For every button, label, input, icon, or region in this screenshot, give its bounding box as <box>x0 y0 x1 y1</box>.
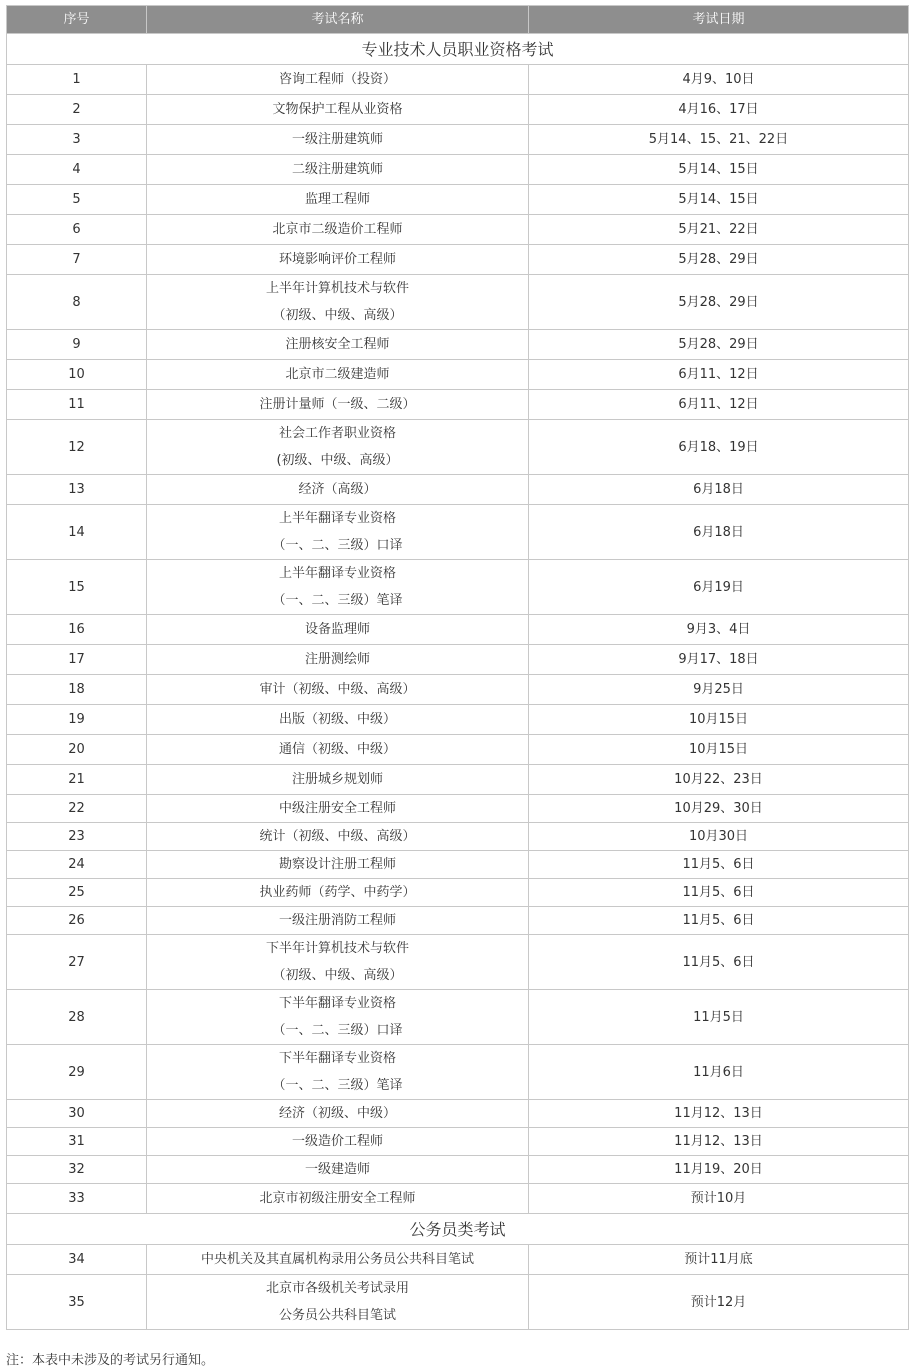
exam-name-cell <box>147 360 529 390</box>
exam-name-cell <box>147 795 529 823</box>
exam-name-line: （一、二、三级）口译 <box>272 538 403 553</box>
exam-name-line: 注册计量师（一级、二级） <box>259 397 416 412</box>
serial-number-cell: 24 <box>7 851 147 879</box>
table-row <box>7 125 909 155</box>
serial-number-cell: 14 <box>7 505 147 560</box>
table-row <box>7 765 909 795</box>
exam-date-cell: 6月18日 <box>529 505 909 560</box>
header-serial-number: 序号 <box>7 6 147 34</box>
serial-number-cell: 5 <box>7 185 147 215</box>
exam-name-cell <box>147 1128 529 1156</box>
exam-name-cell <box>147 1245 529 1275</box>
exam-name-cell <box>147 185 529 215</box>
exam-date-cell: 9月3、4日 <box>529 615 909 645</box>
table-row <box>7 645 909 675</box>
table-row <box>7 615 909 645</box>
table-row <box>7 1045 909 1100</box>
serial-number-cell: 7 <box>7 245 147 275</box>
table-row <box>7 1156 909 1184</box>
serial-number-cell: 26 <box>7 907 147 935</box>
exam-date-cell: 5月21、22日 <box>529 215 909 245</box>
exam-name-cell <box>147 645 529 675</box>
serial-number-cell: 3 <box>7 125 147 155</box>
exam-name-cell <box>147 705 529 735</box>
exam-date-cell: 6月11、12日 <box>529 390 909 420</box>
exam-name-line: 注册测绘师 <box>304 652 370 667</box>
table-row <box>7 65 909 95</box>
serial-number-cell: 19 <box>7 705 147 735</box>
section-row <box>7 34 909 65</box>
exam-date-cell: 4月9、10日 <box>529 65 909 95</box>
exam-date-cell: 11月5、6日 <box>529 935 909 990</box>
exam-date-cell: 5月14、15、21、22日 <box>529 125 909 155</box>
exam-name-cell <box>147 155 529 185</box>
table-row <box>7 1100 909 1128</box>
exam-name-line: 一级注册建筑师 <box>291 132 383 147</box>
exam-name-cell <box>147 560 529 615</box>
exam-date-cell: 11月5日 <box>529 990 909 1045</box>
exam-name-line: （初级、中级、高级） <box>272 968 403 983</box>
exam-name-line: 北京市各级机关考试录用 <box>265 1281 409 1296</box>
exam-date-cell: 预计12月 <box>529 1275 909 1330</box>
table-row <box>7 990 909 1045</box>
serial-number-cell: 8 <box>7 275 147 330</box>
exam-name-line: 上半年计算机技术与软件 <box>265 281 409 296</box>
table-row <box>7 735 909 765</box>
table-row <box>7 675 909 705</box>
exam-name-line: 设备监理师 <box>304 622 370 637</box>
exam-schedule-table <box>6 5 909 1330</box>
exam-name-cell <box>147 675 529 705</box>
exam-name-cell <box>147 1100 529 1128</box>
exam-date-cell: 11月5、6日 <box>529 879 909 907</box>
serial-number-cell: 18 <box>7 675 147 705</box>
table-header <box>7 6 909 34</box>
footnote: 注：本表中未涉及的考试另行通知。 <box>6 1353 215 1368</box>
exam-name-line: 统计（初级、中级、高级） <box>259 829 416 844</box>
section-title: 公务员类考试 <box>7 1214 909 1245</box>
exam-date-cell: 11月5、6日 <box>529 851 909 879</box>
exam-date-cell: 6月19日 <box>529 560 909 615</box>
exam-name-cell <box>147 851 529 879</box>
serial-number-cell: 34 <box>7 1245 147 1275</box>
exam-name-line: 北京市二级建造师 <box>285 367 390 382</box>
serial-number-cell: 1 <box>7 65 147 95</box>
exam-name-line: （一、二、三级）笔译 <box>272 1078 403 1093</box>
exam-date-cell: 5月28、29日 <box>529 330 909 360</box>
table-row <box>7 330 909 360</box>
header-row <box>7 6 909 34</box>
exam-name-cell <box>147 95 529 125</box>
serial-number-cell: 2 <box>7 95 147 125</box>
serial-number-cell: 20 <box>7 735 147 765</box>
serial-number-cell: 22 <box>7 795 147 823</box>
serial-number-cell: 6 <box>7 215 147 245</box>
table-row <box>7 360 909 390</box>
exam-name-line: 公务员公共科目笔试 <box>278 1308 396 1323</box>
table-row <box>7 245 909 275</box>
exam-name-cell <box>147 390 529 420</box>
exam-name-cell <box>147 1156 529 1184</box>
exam-name-cell <box>147 475 529 505</box>
exam-date-cell: 10月30日 <box>529 823 909 851</box>
table-row <box>7 1128 909 1156</box>
exam-date-cell: 6月18日 <box>529 475 909 505</box>
table-row <box>7 95 909 125</box>
exam-name-line: 中央机关及其直属机构录用公务员公共科目笔试 <box>200 1252 474 1267</box>
exam-date-cell: 10月29、30日 <box>529 795 909 823</box>
table-row <box>7 505 909 560</box>
exam-name-line: 一级注册消防工程师 <box>278 913 396 928</box>
exam-date-cell: 10月22、23日 <box>529 765 909 795</box>
exam-name-line: 勘察设计注册工程师 <box>278 857 396 872</box>
exam-name-line: （初级、中级、高级） <box>272 308 403 323</box>
exam-date-cell: 10月15日 <box>529 705 909 735</box>
exam-name-line: 一级建造师 <box>304 1162 370 1177</box>
exam-name-cell <box>147 615 529 645</box>
exam-date-cell: 5月14、15日 <box>529 185 909 215</box>
exam-date-cell: 5月28、29日 <box>529 245 909 275</box>
section-title: 专业技术人员职业资格考试 <box>7 34 909 65</box>
exam-date-cell: 4月16、17日 <box>529 95 909 125</box>
serial-number-cell: 33 <box>7 1184 147 1214</box>
serial-number-cell: 11 <box>7 390 147 420</box>
table-row <box>7 1245 909 1275</box>
table-row <box>7 185 909 215</box>
table-row <box>7 475 909 505</box>
serial-number-cell: 12 <box>7 420 147 475</box>
exam-name-line: 出版（初级、中级） <box>278 712 396 727</box>
serial-number-cell: 29 <box>7 1045 147 1100</box>
serial-number-cell: 15 <box>7 560 147 615</box>
exam-name-line: 文物保护工程从业资格 <box>272 102 403 117</box>
serial-number-cell: 27 <box>7 935 147 990</box>
table-row <box>7 907 909 935</box>
exam-date-cell: 10月15日 <box>529 735 909 765</box>
serial-number-cell: 23 <box>7 823 147 851</box>
exam-name-cell <box>147 245 529 275</box>
table-row <box>7 851 909 879</box>
exam-name-cell <box>147 125 529 155</box>
exam-name-line: 上半年翻译专业资格 <box>278 511 396 526</box>
header-exam-name: 考试名称 <box>147 6 529 34</box>
table-row <box>7 275 909 330</box>
exam-date-cell: 预计10月 <box>529 1184 909 1214</box>
exam-name-cell <box>147 907 529 935</box>
serial-number-cell: 10 <box>7 360 147 390</box>
exam-name-cell <box>147 935 529 990</box>
exam-name-line: 一级造价工程师 <box>291 1134 383 1149</box>
exam-date-cell: 11月6日 <box>529 1045 909 1100</box>
exam-name-line: 二级注册建筑师 <box>291 162 383 177</box>
exam-name-line: （一、二、三级）口译 <box>272 1023 403 1038</box>
exam-name-line: 审计（初级、中级、高级） <box>259 682 416 697</box>
exam-name-cell <box>147 215 529 245</box>
exam-name-cell <box>147 275 529 330</box>
exam-name-line: 咨询工程师（投资） <box>278 72 396 87</box>
exam-name-cell <box>147 1184 529 1214</box>
serial-number-cell: 16 <box>7 615 147 645</box>
table-row <box>7 390 909 420</box>
table-row <box>7 1184 909 1214</box>
exam-name-line: （一、二、三级）笔译 <box>272 593 403 608</box>
serial-number-cell: 35 <box>7 1275 147 1330</box>
exam-name-cell <box>147 1275 529 1330</box>
exam-date-cell: 11月12、13日 <box>529 1100 909 1128</box>
exam-name-cell <box>147 823 529 851</box>
exam-name-cell <box>147 735 529 765</box>
exam-name-line: 注册核安全工程师 <box>285 337 390 352</box>
serial-number-cell: 4 <box>7 155 147 185</box>
exam-date-cell: 9月17、18日 <box>529 645 909 675</box>
exam-name-cell <box>147 330 529 360</box>
exam-name-cell <box>147 505 529 560</box>
exam-name-line: 注册城乡规划师 <box>291 772 383 787</box>
table-row <box>7 155 909 185</box>
exam-name-line: 中级注册安全工程师 <box>278 801 396 816</box>
table-row <box>7 420 909 475</box>
exam-date-cell: 6月11、12日 <box>529 360 909 390</box>
exam-name-line: 监理工程师 <box>304 192 370 207</box>
exam-name-line: 上半年翻译专业资格 <box>278 566 396 581</box>
exam-name-line: 社会工作者职业资格 <box>278 426 396 441</box>
serial-number-cell: 28 <box>7 990 147 1045</box>
exam-date-cell: 5月28、29日 <box>529 275 909 330</box>
exam-name-cell <box>147 65 529 95</box>
exam-name-line: 下半年翻译专业资格 <box>278 1051 396 1066</box>
exam-name-cell <box>147 765 529 795</box>
exam-name-cell <box>147 879 529 907</box>
table-row <box>7 879 909 907</box>
exam-name-cell <box>147 1045 529 1100</box>
table-row <box>7 560 909 615</box>
exam-name-line: (初级、中级、高级） <box>276 453 399 468</box>
serial-number-cell: 21 <box>7 765 147 795</box>
serial-number-cell: 32 <box>7 1156 147 1184</box>
table-row <box>7 795 909 823</box>
table-row <box>7 935 909 990</box>
exam-name-line: 经济（高级） <box>298 482 377 497</box>
exam-date-cell: 6月18、19日 <box>529 420 909 475</box>
exam-date-cell: 11月12、13日 <box>529 1128 909 1156</box>
exam-name-cell <box>147 990 529 1045</box>
serial-number-cell: 17 <box>7 645 147 675</box>
exam-name-line: 北京市二级造价工程师 <box>272 222 403 237</box>
serial-number-cell: 9 <box>7 330 147 360</box>
table-row <box>7 823 909 851</box>
serial-number-cell: 13 <box>7 475 147 505</box>
exam-date-cell: 11月5、6日 <box>529 907 909 935</box>
exam-date-cell: 11月19、20日 <box>529 1156 909 1184</box>
exam-date-cell: 9月25日 <box>529 675 909 705</box>
exam-date-cell: 预计11月底 <box>529 1245 909 1275</box>
exam-name-line: 下半年计算机技术与软件 <box>265 941 409 956</box>
serial-number-cell: 31 <box>7 1128 147 1156</box>
table-row <box>7 1275 909 1330</box>
header-exam-date: 考试日期 <box>529 6 909 34</box>
exam-name-line: 环境影响评价工程师 <box>278 252 396 267</box>
exam-name-line: 执业药师（药学、中药学） <box>259 885 416 900</box>
exam-name-line: 通信（初级、中级） <box>278 742 396 757</box>
table-row <box>7 215 909 245</box>
table-body <box>7 34 909 1330</box>
exam-name-line: 经济（初级、中级） <box>278 1106 396 1121</box>
exam-name-line: 北京市初级注册安全工程师 <box>259 1191 416 1206</box>
serial-number-cell: 30 <box>7 1100 147 1128</box>
table-row <box>7 705 909 735</box>
exam-name-line: 下半年翻译专业资格 <box>278 996 396 1011</box>
exam-date-cell: 5月14、15日 <box>529 155 909 185</box>
exam-name-cell <box>147 420 529 475</box>
serial-number-cell: 25 <box>7 879 147 907</box>
section-row <box>7 1214 909 1245</box>
